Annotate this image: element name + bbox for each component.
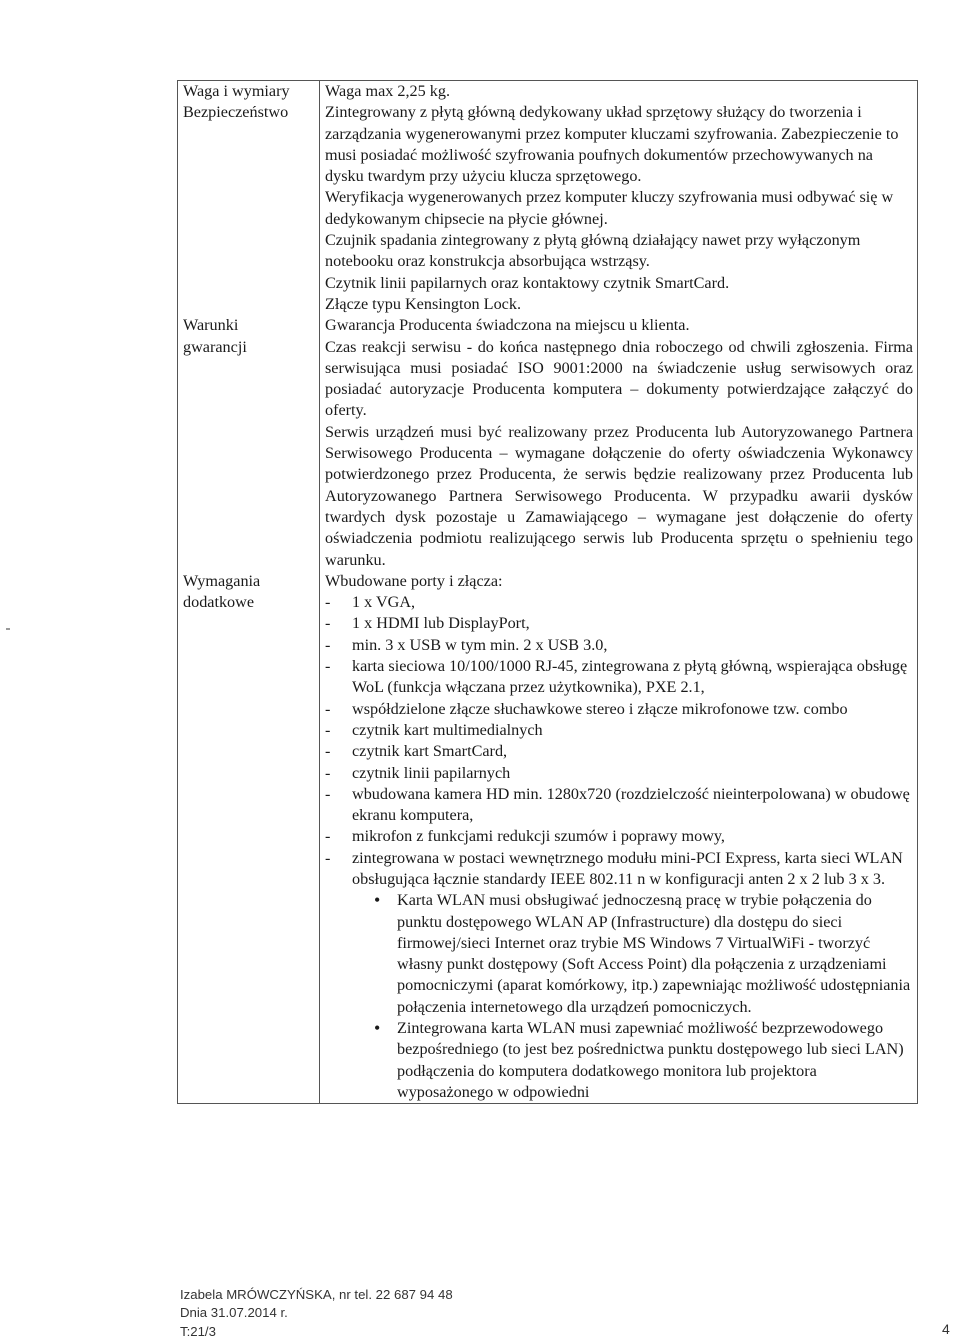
list-item: • Karta WLAN musi obsługiwać jednoczesną pracę w trybie połączenia do punktu dostępowego WLAN AP (Infrastructure) dla dostępu do sieci firmowej/sieci Internet oraz trybie MS Windows 7 VirtualWiFi - tworzyć własny punkt dostępowy (Soft Access Point) dla połączenia z urządzeniami pomocniczymi (aparat komórkowy, itp.) zapewniając możliwość udostępniania połączenia internetowego dla urządzeń pomocniczych.	[374, 890, 913, 1018]
margin-mark	[6, 628, 10, 630]
security-line: Złącze typu Kensington Lock.	[325, 294, 521, 313]
list-item: - czytnik kart SmartCard,	[325, 741, 913, 762]
wlan-bullet-list	[325, 890, 913, 1103]
security-line: Czytnik linii papilarnych oraz kontaktowy czytnik SmartCard.	[325, 273, 730, 292]
ports-intro: Wbudowane porty i złącza:	[325, 571, 503, 590]
list-item: - 1 x HDMI lub DisplayPort,	[325, 613, 913, 634]
page-footer	[180, 1286, 453, 1341]
footer-author: Izabela MRÓWCZYŃSKA, nr tel. 22 687 94 48	[180, 1287, 453, 1302]
row-warranty	[178, 315, 918, 571]
list-item: • Zintegrowana karta WLAN musi zapewniać możliwość bezprzewodowego bezpośredniego (to jest bez pośrednictwa punktu dostępowego lub sieci LAN) podłączenia do komputera dodatkowego monitora lub projektora wyposażonego w odpowiedni	[374, 1018, 913, 1103]
security-line: Weryfikacja wygenerowanych przez komputer kluczy szyfrowania musi odbywać się w dedykowanym chipsecie na płycie głównej.	[325, 188, 894, 228]
row-additional	[178, 571, 918, 1104]
row-weight	[178, 81, 918, 103]
list-item: - czytnik linii papilarnych	[325, 763, 913, 784]
list-item: - mikrofon z funkcjami redukcji szumów i poprawy mowy,	[325, 826, 913, 847]
security-line: Czujnik spadania zintegrowany z płytą główną działający nawet przy wyłączonym notebooku oraz konstrukcja absorbująca wstrząsy.	[325, 231, 861, 271]
value-additional	[320, 571, 918, 1104]
ports-list	[325, 592, 913, 890]
label-warranty: Warunki gwarancji	[178, 315, 320, 571]
row-security	[178, 102, 918, 315]
value-security	[320, 102, 918, 315]
value-weight: Waga max 2,25 kg.	[320, 81, 918, 103]
list-item: - 1 x VGA,	[325, 592, 913, 613]
page-number: 4	[942, 1321, 950, 1337]
list-item: - karta sieciowa 10/100/1000 RJ-45, zintegrowana z płytą główną, wspierająca obsługę WoL (funkcja włączana przez użytkownika), PXE 2.1,	[325, 656, 913, 699]
label-security: Bezpieczeństwo	[178, 102, 320, 315]
list-item: - wbudowana kamera HD min. 1280x720 (rozdzielczość nieinterpolowana) w obudowę ekranu komputera,	[325, 784, 913, 827]
label-weight: Waga i wymiary	[178, 81, 320, 103]
warranty-line: Gwarancja Producenta świadczona na miejscu u klienta.	[325, 316, 690, 335]
footer-date: Dnia 31.07.2014 r.	[180, 1305, 288, 1321]
warranty-line: Serwis urządzeń musi być realizowany przez Producenta lub Autoryzowanego Partnera Serwisowego Producenta – wymagane dołączenie do oferty oświadczenia Wykonawcy potwierdzonego przez Producenta, że serwis będzie realizowany przez Producenta lub Autoryzowanego Partnera Serwisowego Producenta. W przypadku awarii dysków twardych dysk pozostaje u Zamawiającego – wymagane jest dołączenie do oferty oświadczenia podmiotu realizującego serwis lub Producenta sprzętu o spełnieniu tego warunku.	[325, 422, 913, 569]
value-warranty	[320, 315, 918, 571]
list-item: - współdzielone złącze słuchawkowe stereo i złącze mikrofonowe tzw. combo	[325, 699, 913, 720]
list-item: - min. 3 x USB w tym min. 2 x USB 3.0,	[325, 635, 913, 656]
list-item: - czytnik kart multimedialnych	[325, 720, 913, 741]
security-line: Zintegrowany z płytą główną dedykowany układ sprzętowy służący do tworzenia i zarządzania wygenerowanymi przez komputer kluczami szyfrowania. Zabezpieczenie to musi posiadać możliwość szyfrowania poufnych dokumentów przechowywanych na dysku twardym przy użyciu klucza sprzętowego.	[325, 103, 899, 186]
list-item: - zintegrowana w postaci wewnętrznego modułu mini-PCI Express, karta sieci WLAN obsługująca łącznie standardy IEEE 802.11 n w konfiguracji anten 2 x 2 lub 3 x 3.	[325, 848, 913, 891]
specification-table	[177, 80, 918, 1104]
footer-reference: T:21/3	[180, 1323, 216, 1339]
warranty-line: Czas reakcji serwisu - do końca następnego dnia roboczego od chwili zgłoszenia. Firma serwisująca musi posiadać ISO 9001:2000 na świadczenie usług serwisowych oraz posiadać autoryzacje Producenta komputera – dokumenty potwierdzające załączyć do oferty.	[325, 337, 913, 420]
label-additional: Wymagania dodatkowe	[178, 571, 320, 1104]
